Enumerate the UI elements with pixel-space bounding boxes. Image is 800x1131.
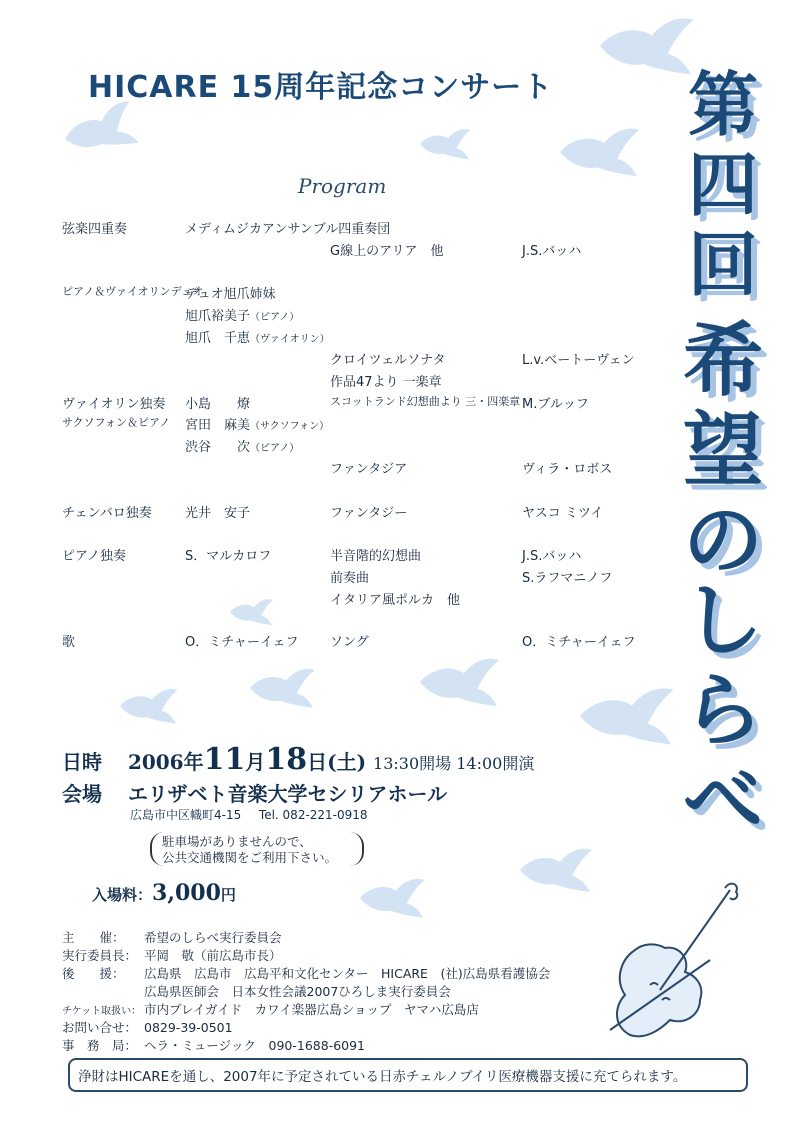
program-perf <box>185 414 329 433</box>
program-comp <box>522 502 603 521</box>
dove-icon <box>360 879 425 918</box>
program-comp-text: M.ブルッフ <box>522 397 589 412</box>
program-perf <box>185 545 271 564</box>
program-comp <box>522 545 581 564</box>
date-weekday: (土) <box>327 750 367 774</box>
organizer-label: 事 務 局： <box>62 1038 138 1053</box>
program-perf <box>185 393 250 412</box>
venue-label: 会場 <box>62 782 102 806</box>
program-cat-text: ヴァイオリン独奏 <box>62 397 166 412</box>
program-work-text: イタリア風ポルカ 他 <box>330 593 461 608</box>
program-perf <box>185 305 299 324</box>
vertical-title-char: ら <box>683 663 763 757</box>
program-cat-text: サクソフォン＆ピアノ <box>62 416 171 429</box>
program-work-text: 作品47より 一楽章 <box>330 375 442 390</box>
dove-icon <box>60 100 141 160</box>
program-comp-text: L.v.ベートーヴェン <box>522 353 635 368</box>
program-perf <box>185 502 250 521</box>
organizer-label: 主 催： <box>62 930 125 945</box>
organizer-row <box>62 946 282 964</box>
program-perf-text: O．ミチャーイェフ <box>185 635 299 650</box>
program-perf-text: 旭爪裕美子 <box>185 309 251 324</box>
organizer-row <box>62 982 451 1000</box>
organizer-label: お問い合せ： <box>62 1020 138 1035</box>
program-work-text: G線上のアリア 他 <box>330 244 444 259</box>
vertical-title-char: 第 <box>688 63 758 146</box>
program-work <box>330 349 445 368</box>
program-perf-text: 旭爪 千恵 <box>185 331 251 346</box>
program-work-text: スコットランド幻想曲より 三・四楽章 <box>330 395 521 408</box>
footer-note: 浄財はHICAREを通し、2007年に予定されている日赤チェルノブイリ医療機器支援に充てられます。 <box>78 1069 687 1085</box>
organizer-value: 市内プレイガイド カワイ楽器広島ショップ ヤマハ広島店 <box>144 1002 479 1017</box>
date-month-unit: 月 <box>245 750 266 774</box>
program-perf-text: 渋谷 次 <box>185 440 251 455</box>
program-cat <box>62 218 127 237</box>
program-perf-text: 宮田 麻美 <box>185 418 251 433</box>
program-cat-text: 歌 <box>62 635 76 650</box>
date-month: 11 <box>203 742 246 777</box>
program-cat <box>62 545 126 564</box>
event-times: 13:30開場 14:00開演 <box>373 754 535 773</box>
vertical-title-char: 希 <box>683 313 763 407</box>
program-comp <box>522 349 635 368</box>
dove-icon <box>120 689 178 724</box>
event-date <box>62 742 534 777</box>
program-comp-text: ヴィラ・ロボス <box>522 462 613 477</box>
program-comp <box>522 240 581 259</box>
organizer-row <box>62 964 550 982</box>
program-perf-text: 光井 安子 <box>185 506 251 521</box>
program-perf-text: メディムジカアンサンブル四重奏団 <box>185 222 391 237</box>
program-work-text: 前奏曲 <box>330 571 370 586</box>
program-work-text: ファンタジー <box>330 506 408 521</box>
address: 広島市中区幟町4-15 <box>130 808 242 822</box>
organizer-row <box>62 1036 365 1054</box>
program-cat <box>62 502 152 521</box>
dove-icon <box>250 669 315 708</box>
program-work <box>330 393 520 409</box>
organizer-label: 実行委員長： <box>62 948 138 963</box>
program-cat-text: チェンバロ独奏 <box>62 506 152 521</box>
vertical-title-char: べ <box>683 753 763 847</box>
program-comp-text: O．ミチャーイェフ <box>522 635 636 650</box>
program-perf <box>185 631 299 650</box>
admission-label: 入場料： <box>92 886 153 904</box>
organizer-value: 0829-39-0501 <box>144 1020 233 1035</box>
program-perf-text: デュオ旭爪姉妹 <box>185 287 276 302</box>
date-day: 18 <box>265 742 308 777</box>
organizer-row <box>62 1018 233 1036</box>
organizer-value: ヘラ・ミュージック 090-1688-6091 <box>144 1038 366 1053</box>
program-perf-note: （サクソフォン） <box>250 421 330 432</box>
program-perf <box>185 218 390 237</box>
dove-icon <box>230 599 273 625</box>
date-year: 2006年 <box>127 750 204 774</box>
organizer-value: 広島県 広島市 広島平和文化センター HICARE (社)広島県看護協会 <box>144 966 551 981</box>
organizer-label: チケット取扱い： <box>62 1006 142 1017</box>
admission-unit: 円 <box>220 886 236 904</box>
admission <box>92 880 236 906</box>
date-label: 日時 <box>62 750 102 774</box>
program-comp <box>522 567 612 586</box>
program-perf <box>185 327 330 346</box>
date-day-unit: 日 <box>307 750 328 774</box>
program-work <box>330 567 369 586</box>
vertical-title-char: 回 <box>688 223 758 306</box>
program-work <box>330 631 369 650</box>
vertical-title-char: 四 <box>688 143 758 226</box>
program-cat <box>62 414 170 430</box>
program-perf-note: （ピアノ） <box>250 443 300 454</box>
program-work <box>330 545 421 564</box>
program-work <box>330 371 442 390</box>
notice-line: 駐車場がありませんので、 <box>162 834 312 849</box>
organizer-row <box>62 1000 479 1018</box>
program-perf <box>185 283 276 302</box>
program-cat-text: 弦楽四重奏 <box>62 222 128 237</box>
venue-tel: Tel. 082-221-0918 <box>258 808 368 822</box>
admission-price: 3,000 <box>152 880 221 906</box>
organizer-row <box>62 928 282 946</box>
dove-icon <box>420 129 470 159</box>
program-cat-text: ピアノ独奏 <box>62 549 126 564</box>
vertical-title-char: の <box>683 493 763 587</box>
vertical-title <box>668 63 778 870</box>
program-cat <box>62 631 75 650</box>
vertical-title-char: 望 <box>683 403 763 497</box>
program-work-text: 半音階的幻想曲 <box>330 549 422 564</box>
dove-icon <box>420 659 499 707</box>
concert-title: HICARE 15周年記念コンサート <box>88 70 554 105</box>
program-work-text: クロイツェルソナタ <box>330 353 446 368</box>
organizer-label: 後 援： <box>62 966 125 981</box>
notice-line: 公共交通機関をご利用下さい。 <box>162 850 338 865</box>
program-comp <box>522 631 636 650</box>
program-work <box>330 589 460 608</box>
parking-notice <box>162 834 337 866</box>
program-comp <box>522 393 589 412</box>
program-work-text: ソング <box>330 635 369 650</box>
program-comp-text: J.S.バッハ <box>522 549 582 564</box>
program-perf-text: 小島 燎 <box>185 397 251 412</box>
dove-icon <box>560 129 639 177</box>
program-work-text: ファンタジア <box>330 462 408 477</box>
violin-icon <box>590 880 750 1040</box>
dove-icon <box>580 688 674 744</box>
program-comp-text: S.ラフマニノフ <box>522 571 613 586</box>
program-perf-note: （ヴァイオリン） <box>250 334 330 345</box>
organizer-value: 希望のしらべ実行委員会 <box>144 930 282 945</box>
program-heading: Program <box>298 174 387 198</box>
vertical-title-char: し <box>683 573 763 667</box>
program-cat <box>62 283 203 299</box>
organizer-value: 広島県医師会 日本女性会議2007ひろしま実行委員会 <box>144 984 451 999</box>
venue-name: エリザベト音楽大学セシリアホール <box>127 782 448 806</box>
program-comp-text: ヤスコ ミツイ <box>522 506 604 521</box>
program-perf-note: （ピアノ） <box>250 312 300 323</box>
program-perf <box>185 436 299 455</box>
program-comp-text: J.S.バッハ <box>522 244 582 259</box>
event-venue <box>62 778 447 807</box>
program-work <box>330 240 444 259</box>
program-cat <box>62 393 165 412</box>
venue-address <box>130 806 368 823</box>
dove-icon <box>520 849 592 892</box>
program-cat-text: ピアノ＆ヴァイオリンデュオ <box>62 285 204 298</box>
program-work <box>330 458 407 477</box>
program-perf-text: S．マルカロフ <box>185 549 272 564</box>
program-work <box>330 502 407 521</box>
organizer-value: 平岡 敬（前広島市長） <box>144 948 282 963</box>
program-comp <box>522 458 612 477</box>
dove-icon <box>600 18 694 74</box>
